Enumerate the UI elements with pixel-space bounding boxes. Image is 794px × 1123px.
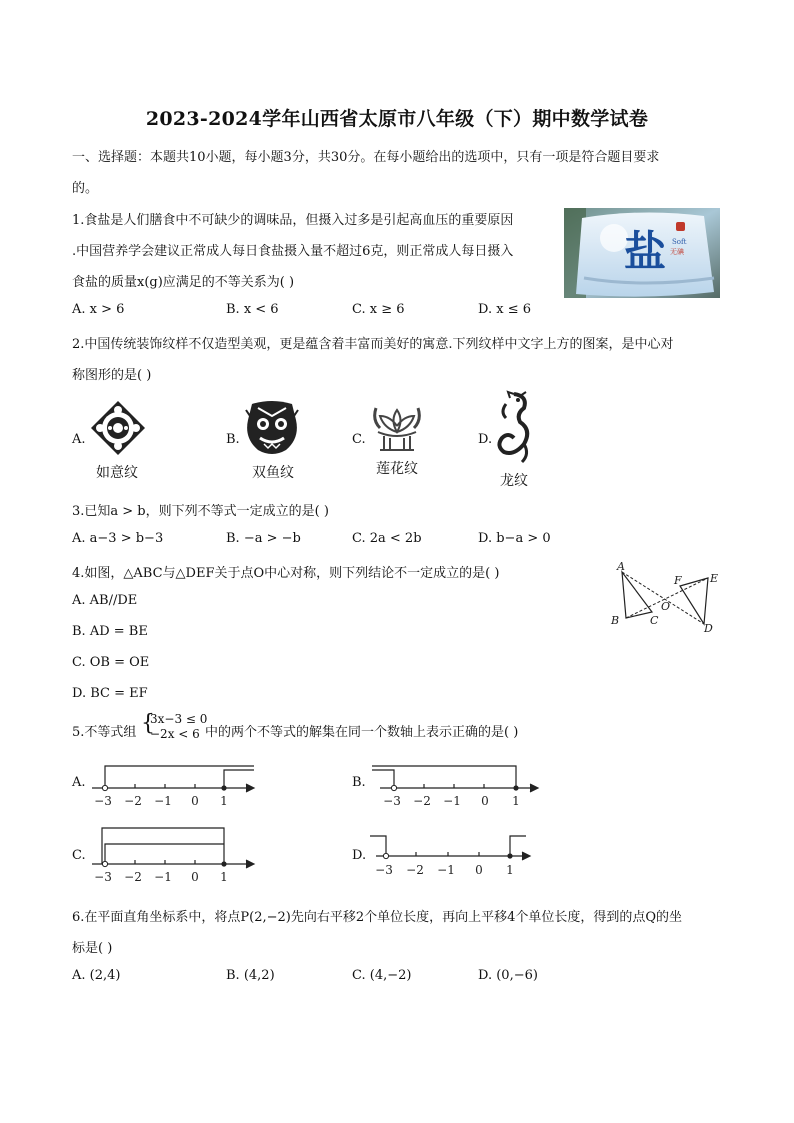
system-brace: { xyxy=(141,711,155,736)
dragon-pattern-icon xyxy=(494,390,536,466)
tick-d-0: −3 xyxy=(375,863,393,877)
q2-option-c-letter: C. xyxy=(352,432,366,447)
q5-option-d: D. xyxy=(352,848,367,863)
q2-line1: 2.中国传统装饰纹样不仅造型美观，更是蕴含着丰富而美好的寓意.下列纹样中文字上方的图案，是中心对 xyxy=(72,337,674,352)
q2-option-d-caption: 龙纹 xyxy=(500,473,528,489)
q2-option-a-letter: A. xyxy=(72,432,86,447)
q4-option-c: C. OB = OE xyxy=(72,655,150,670)
tick-d-3: 0 xyxy=(475,863,483,877)
q1-line1: 1.食盐是人们膳食中不可缺少的调味品，但摄入过多是引起高血压的重要原因 xyxy=(72,213,514,228)
tick-a-2: −1 xyxy=(154,794,172,808)
ruyi-pattern-icon xyxy=(88,398,148,458)
q2-line2: 称图形的是( ) xyxy=(72,368,152,383)
q1-option-c: C. x ≥ 6 xyxy=(352,302,405,317)
q5-option-b: B. xyxy=(352,775,366,790)
tick-c-1: −2 xyxy=(124,870,142,884)
system-bottom: −2x < 6 xyxy=(150,727,200,741)
q3-option-c: C. 2a < 2b xyxy=(352,531,422,546)
label-d: D xyxy=(704,622,713,635)
tick-c-2: −1 xyxy=(154,870,172,884)
tick-c-0: −3 xyxy=(94,870,112,884)
lotus-pattern-icon xyxy=(370,402,424,454)
number-line-c xyxy=(88,824,258,886)
q2-option-b-letter: B. xyxy=(226,432,240,447)
q6-option-b: B. (4,2) xyxy=(226,968,275,983)
section-instructions-line2: 的。 xyxy=(72,181,99,196)
q6-option-a: A. (2,4) xyxy=(72,968,121,983)
tick-a-4: 1 xyxy=(220,794,228,808)
tick-b-2: −1 xyxy=(443,794,461,808)
salt-character: 盐 xyxy=(624,227,667,276)
q2-option-c-caption: 莲花纹 xyxy=(376,461,418,477)
tick-c-3: 0 xyxy=(191,870,199,884)
q1-option-a: A. x > 6 xyxy=(72,302,125,317)
salt-soft-text: Soft xyxy=(672,238,687,246)
q4-option-a: A. AB//DE xyxy=(72,593,138,608)
q6-option-d: D. (0,−6) xyxy=(478,968,538,983)
tick-a-3: 0 xyxy=(191,794,199,808)
q6-line2: 标是( ) xyxy=(72,941,113,956)
q6-line1: 6.在平面直角坐标系中，将点P(2,−2)先向右平移2个单位长度，再向上平移4个单位长度，得到的点Q的坐 xyxy=(72,910,683,925)
q5-option-a: A. xyxy=(72,775,86,790)
tick-b-4: 1 xyxy=(512,794,520,808)
tick-d-2: −1 xyxy=(437,863,455,877)
q1-option-b: B. x < 6 xyxy=(226,302,279,317)
label-e: E xyxy=(710,572,719,585)
salt-iodine-text: 无碘 xyxy=(670,248,684,256)
label-f: F xyxy=(674,574,682,587)
q3-option-d: D. b−a > 0 xyxy=(478,531,551,546)
salt-bag-photo xyxy=(564,208,720,298)
q6-option-c: C. (4,−2) xyxy=(352,968,412,983)
number-line-d xyxy=(368,826,534,884)
tick-a-0: −3 xyxy=(94,794,112,808)
q4-triangles-figure xyxy=(608,558,726,636)
q2-option-b-caption: 双鱼纹 xyxy=(252,465,294,481)
q5-prefix: 5.不等式组 xyxy=(72,725,137,740)
number-line-b xyxy=(370,758,542,810)
q3-option-a: A. a−3 > b−3 xyxy=(72,531,164,546)
q3-line1: 3.已知a > b，则下列不等式一定成立的是( ) xyxy=(72,504,329,519)
tick-d-1: −2 xyxy=(406,863,424,877)
tick-b-1: −2 xyxy=(413,794,431,808)
tick-b-0: −3 xyxy=(383,794,401,808)
q1-option-d: D. x ≤ 6 xyxy=(478,302,531,317)
label-a: A xyxy=(617,560,625,573)
section-instructions-line1: 一、选择题：本题共10小题，每小题3分，共30分。在每小题给出的选项中，只有一项是符合题目要求 xyxy=(72,150,660,165)
label-b: B xyxy=(611,614,620,627)
label-c: C xyxy=(650,614,659,627)
tick-c-4: 1 xyxy=(220,870,228,884)
q1-line3: 食盐的质量x(g)应满足的不等关系为( ) xyxy=(72,275,295,290)
q5-option-c: C. xyxy=(72,848,86,863)
tick-b-3: 0 xyxy=(481,794,489,808)
label-o: O xyxy=(661,600,671,613)
q2-option-a-caption: 如意纹 xyxy=(96,465,138,481)
tick-d-4: 1 xyxy=(506,863,514,877)
q4-option-b: B. AD = BE xyxy=(72,624,148,639)
double-fish-pattern-icon xyxy=(244,398,300,458)
q5-suffix: 中的两个不等式的解集在同一个数轴上表示正确的是( ) xyxy=(205,725,519,740)
page-title: 2023-2024学年山西省太原市八年级（下）期中数学试卷 xyxy=(145,108,649,130)
system-top: 3x−3 ≤ 0 xyxy=(150,712,208,726)
q3-option-b: B. −a > −b xyxy=(226,531,301,546)
q4-line1: 4.如图，△ABC与△DEF关于点O中心对称，则下列结论不一定成立的是( ) xyxy=(72,566,500,581)
q4-option-d: D. BC = EF xyxy=(72,686,148,701)
tick-a-1: −2 xyxy=(124,794,142,808)
q2-option-d-letter: D. xyxy=(478,432,493,447)
q1-line2: .中国营养学会建议正常成人每日食盐摄入量不超过6克，则正常成人每日摄入 xyxy=(72,244,514,259)
number-line-a xyxy=(88,758,258,810)
